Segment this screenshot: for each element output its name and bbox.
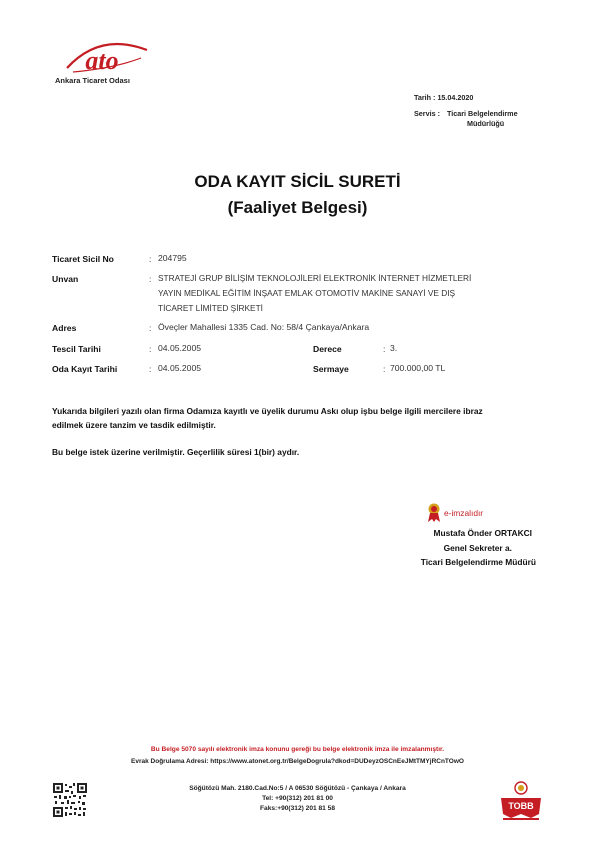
org-name: Ankara Ticaret Odası	[55, 76, 130, 85]
date-line	[414, 93, 473, 103]
tescil-value: 04.05.2005	[158, 343, 202, 353]
colon: :	[149, 274, 152, 284]
sermaye-label: Sermaye	[313, 364, 349, 374]
logo-text: ato	[85, 46, 119, 75]
colon: :	[383, 364, 386, 374]
tobb-logo	[497, 780, 545, 822]
colon: :	[149, 323, 152, 333]
page-title: ODA KAYIT SİCİL SURETİ	[194, 172, 401, 191]
footer-verify[interactable]: Evrak Doğrulama Adresi: https://www.atonet.org.tr/BelgeDogrula?dkod=DUDeyzOSCnEeJMtTMYjRCnTOwO	[131, 758, 464, 765]
oda-kayit-label: Oda Kayıt Tarihi	[52, 364, 118, 374]
sicil-value: 204795	[158, 253, 187, 263]
footer-notice: Bu Belge 5070 sayılı elektronik imza konunu gereği bu belge elektronik imza ile imzalanmıştır.	[150, 746, 445, 753]
body-para2: Bu belge istek üzerine verilmiştir. Geçerlilik süresi 1(bir) aydır.	[52, 447, 300, 457]
seal-icon	[427, 503, 441, 523]
service-value-line2: Müdürlüğü	[467, 119, 505, 128]
unvan-line-3: TİCARET LİMİTED ŞİRKETİ	[158, 303, 263, 313]
derece-value: 3.	[390, 343, 398, 353]
service-value-line1: Ticari Belgelendirme	[447, 109, 518, 118]
service-label: Servis :	[414, 109, 440, 118]
body-para1-line1: Yukarıda bilgileri yazılı olan firma Odamıza kayıtlı ve üyelik durumu Askı olup işbu belge ilgili mercilere ibraz	[52, 406, 483, 416]
body-para1-line2: edilmek üzere tanzim ve tasdik edilmiştir.	[52, 420, 216, 430]
unvan-line-2: YAYIN MEDİKAL EĞİTİM İNŞAAT EMLAK OTOMOTİV MAKİNE SANAYİ VE DIŞ	[158, 288, 456, 298]
derece-label: Derece	[313, 344, 342, 354]
adres-value: Öveçler Mahallesi 1335 Cad. No: 58/4 Çankaya/Ankara	[158, 322, 370, 332]
page-subtitle: (Faaliyet Belgesi)	[227, 198, 368, 217]
ato-logo	[55, 38, 165, 90]
colon: :	[149, 344, 152, 354]
unvan-label: Unvan	[52, 274, 79, 284]
oda-kayit-value: 04.05.2005	[158, 363, 202, 373]
sicil-label: Ticaret Sicil No	[52, 254, 114, 264]
colon: :	[383, 344, 386, 354]
tescil-label: Tescil Tarihi	[52, 344, 101, 354]
unvan-line-1: STRATEJİ GRUP BİLİŞİM TEKNOLOJİLERİ ELEKTRONİK İNTERNET HİZMETLERİ	[158, 273, 472, 283]
signer-name: Mustafa Önder ORTAKCI	[433, 528, 532, 538]
colon: :	[149, 364, 152, 374]
tobb-text: TOBB	[508, 801, 534, 811]
e-signed-badge: e-imzalıdır	[444, 508, 484, 518]
colon: :	[149, 254, 152, 264]
signer-title-1: Genel Sekreter a.	[443, 543, 512, 553]
footer-fax: Faks:+90(312) 201 81 58	[260, 805, 335, 812]
date-label: Tarih :	[414, 93, 436, 102]
signer-title-2: Ticari Belgelendirme Müdürü	[420, 557, 536, 567]
sermaye-value: 700.000,00 TL	[390, 363, 446, 373]
footer-address: Söğütözü Mah. 2180.Cad.No:5 / A 06530 Söğütözü - Çankaya / Ankara	[189, 785, 406, 792]
adres-label: Adres	[52, 323, 77, 333]
date-value: 15.04.2020	[437, 93, 474, 102]
footer-tel: Tel: +90(312) 201 81 00	[262, 795, 333, 802]
